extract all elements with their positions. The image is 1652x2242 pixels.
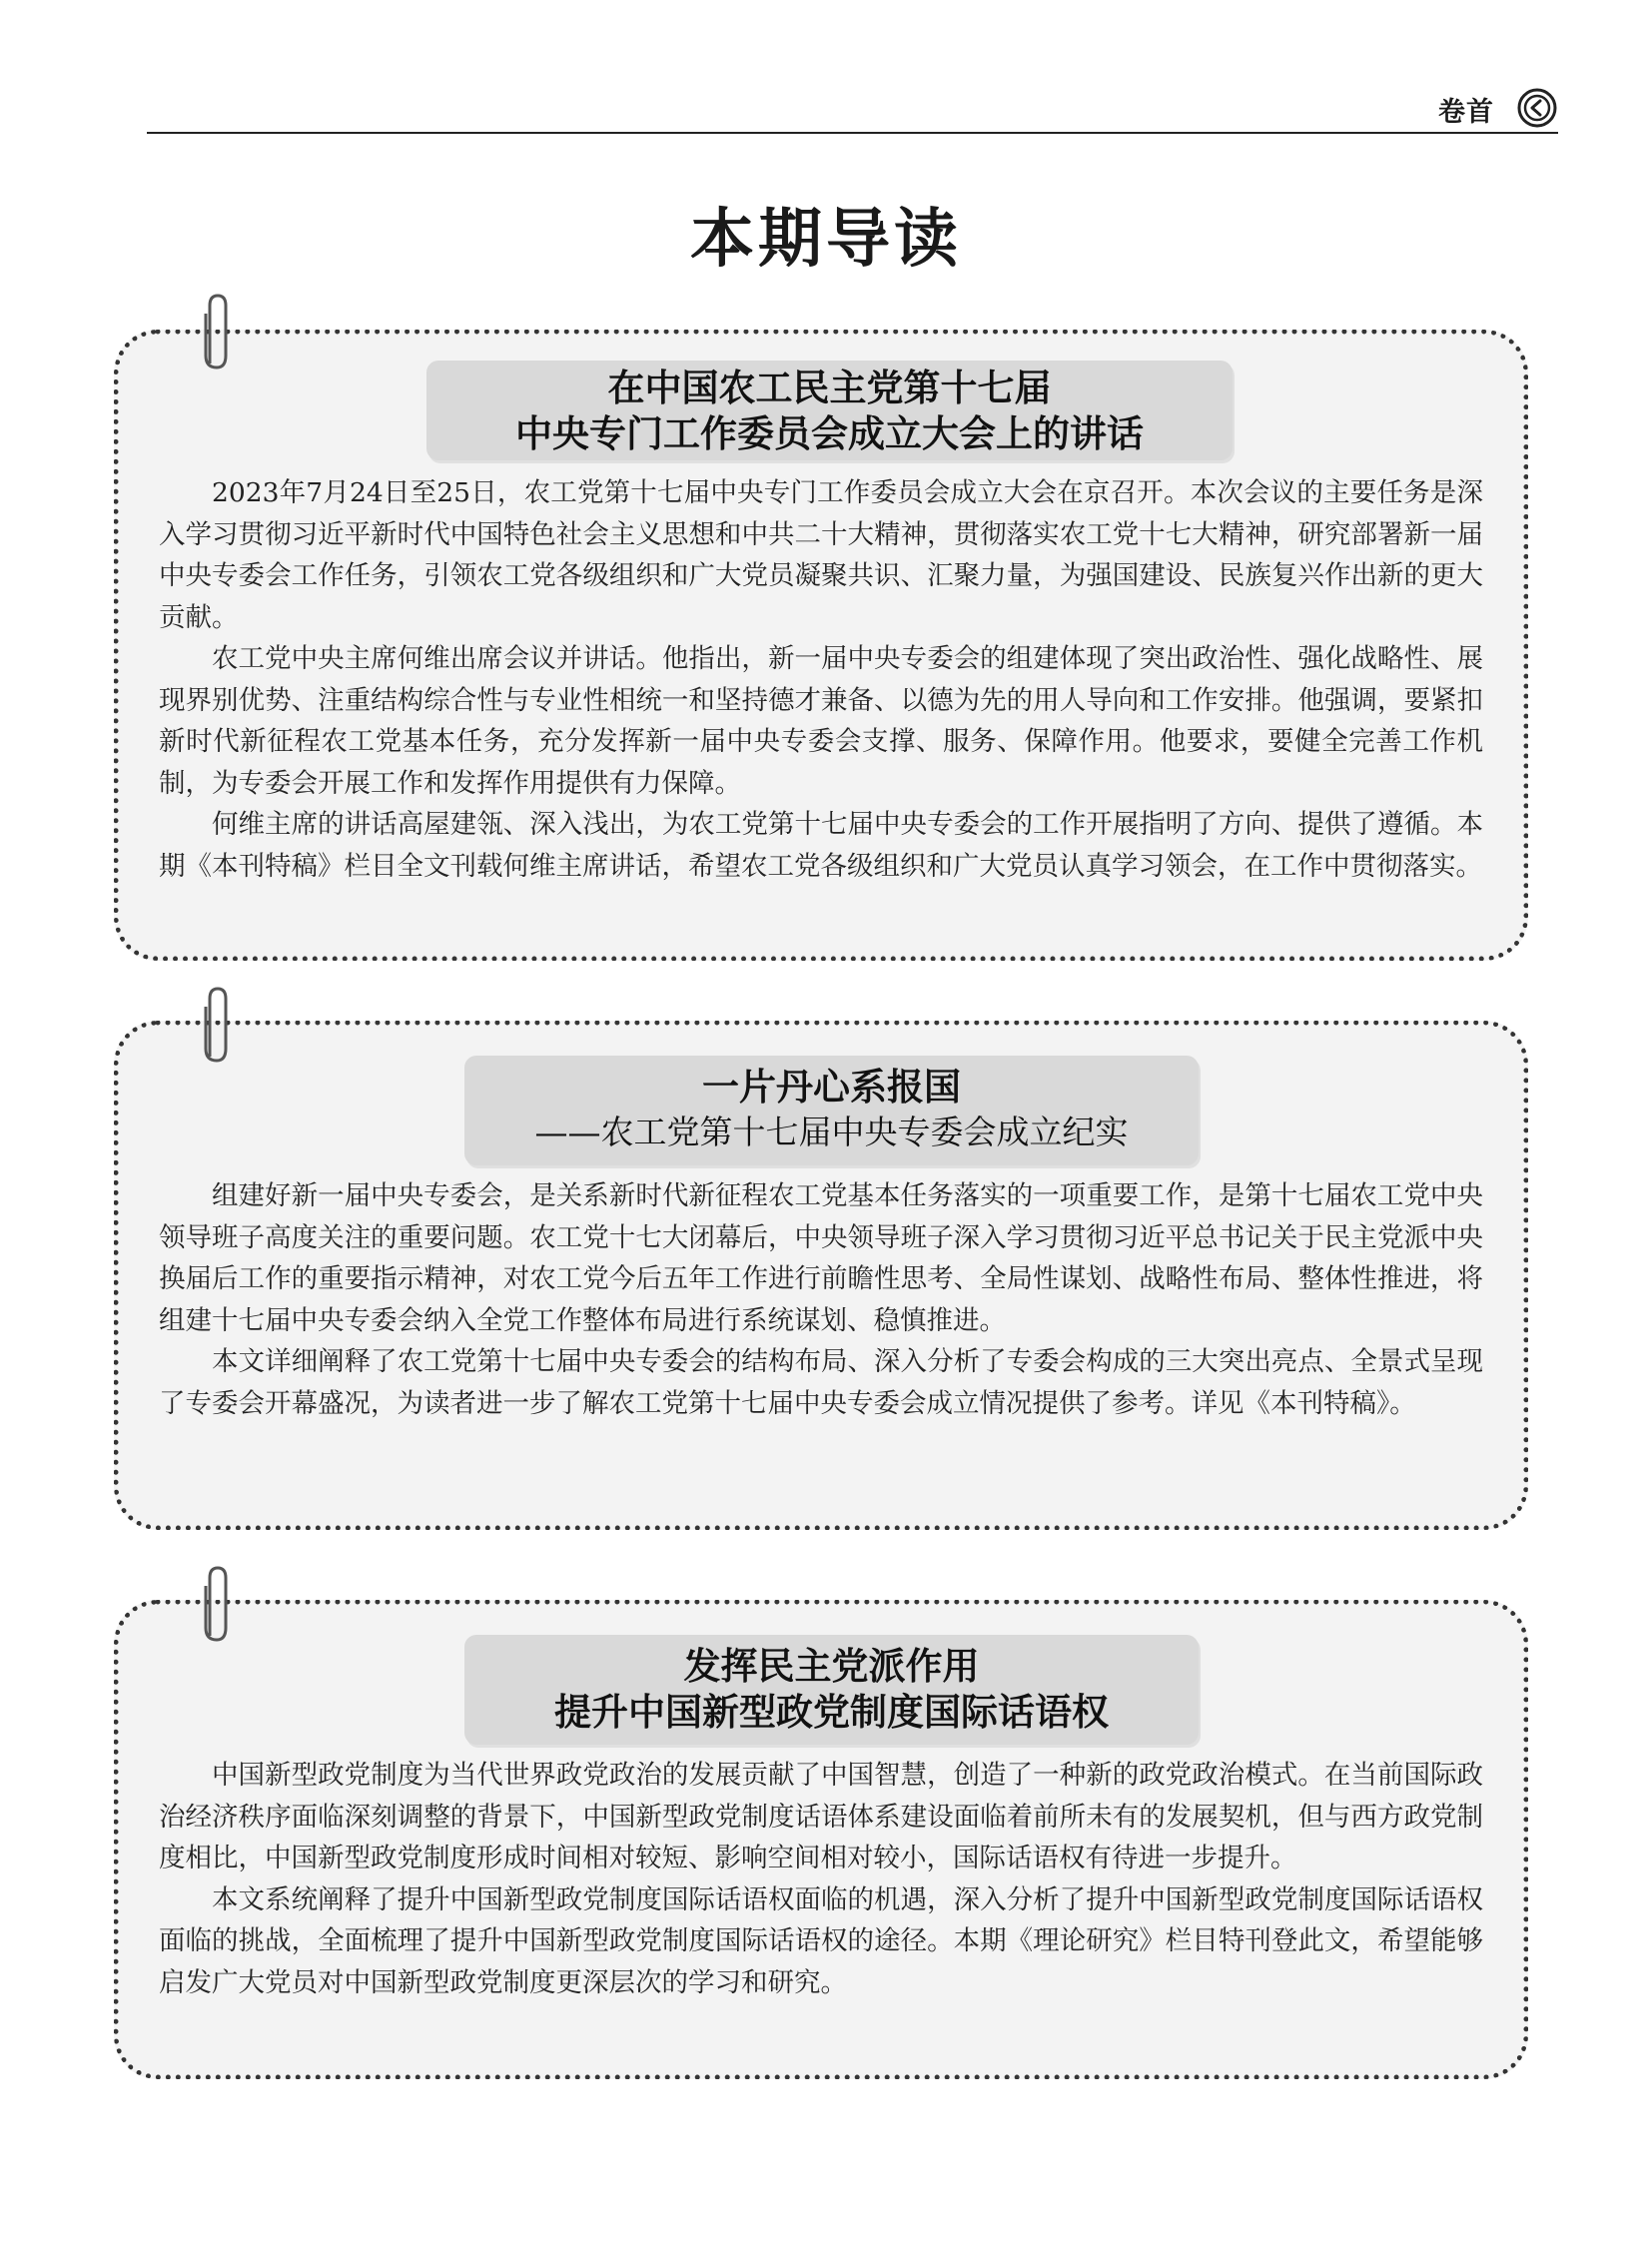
article-summary bbox=[159, 472, 1483, 887]
article-card-2 bbox=[114, 1021, 1528, 1530]
paperclip-icon bbox=[196, 290, 236, 374]
back-arrow-circle-icon bbox=[1516, 87, 1558, 129]
paperclip-icon bbox=[196, 983, 236, 1067]
article-title-line: 提升中国新型政党制度国际话语权 bbox=[554, 1690, 1109, 1734]
article-title-line: 中央专门工作委员会成立大会上的讲话 bbox=[515, 411, 1144, 455]
page-title: 本期导读 bbox=[690, 203, 962, 277]
summary-paragraph: 本文详细阐释了农工党第十七届中央专委会的结构布局、深入分析了专委会构成的三大突出亮点、全景式呈现了专委会开幕盛况，为读者进一步了解农工党第十七届中央专委会成立情况提供了参考。详见《本刊特稿》。 bbox=[159, 1346, 1483, 1419]
article-summary bbox=[159, 1755, 1483, 2003]
article-title-banner bbox=[464, 1635, 1199, 1745]
summary-paragraph: 2023年7月24日至25日，农工党第十七届中央专门工作委员会成立大会在京召开。本次会议的主要任务是深入学习贯彻习近平新时代中国特色社会主义思想和中共二十大精神，贯彻落实农工党十七大精神，研究部署新一届中央专委会工作任务，引领农工党各级组织和广大党员凝聚共识、汇聚力量，为强国建设、民族复兴作出新的更大贡献。 bbox=[159, 477, 1483, 633]
article-subtitle-line: ——农工党第十七届中央专委会成立纪实 bbox=[534, 1113, 1129, 1151]
summary-paragraph: 本文系统阐释了提升中国新型政党制度国际话语权面临的机遇，深入分析了提升中国新型政党制度国际话语权面临的挑战，全面梳理了提升中国新型政党制度国际话语权的途径。本期《理论研究》栏目特刊登此文，希望能够启发广大党员对中国新型政党制度更深层次的学习和研究。 bbox=[159, 1883, 1483, 1998]
article-title-line: 一片丹心系报国 bbox=[702, 1065, 961, 1109]
section-label: 卷首 bbox=[1438, 97, 1494, 128]
article-title-banner bbox=[464, 1056, 1199, 1165]
article-title-line: 发挥民主党派作用 bbox=[683, 1644, 980, 1688]
article-title-line: 在中国农工民主党第十七届 bbox=[607, 366, 1052, 409]
article-card-3 bbox=[114, 1600, 1528, 2079]
running-header bbox=[147, 84, 1558, 134]
summary-paragraph: 组建好新一届中央专委会，是关系新时代新征程农工党基本任务落实的一项重要工作，是第十七届农工党中央领导班子高度关注的重要问题。农工党十七大闭幕后，中央领导班子深入学习贯彻习近平总书记关于民主党派中央换届后工作的重要指示精神，对农工党今后五年工作进行前瞻性思考、全局性谋划、战略性布局、整体性推进，将组建十七届中央专委会纳入全党工作整体布局进行系统谋划、稳慎推进。 bbox=[159, 1180, 1483, 1336]
summary-paragraph: 中国新型政党制度为当代世界政党政治的发展贡献了中国智慧，创造了一种新的政党政治模式。在当前国际政治经济秩序面临深刻调整的背景下，中国新型政党制度话语体系建设面临着前所未有的发展契机，但与西方政党制度相比，中国新型政党制度形成时间相对较短、影响空间相对较小，国际话语权有待进一步提升。 bbox=[159, 1760, 1483, 1873]
summary-paragraph: 农工党中央主席何维出席会议并讲话。他指出，新一届中央专委会的组建体现了突出政治性、强化战略性、展现界别优势、注重结构综合性与专业性相统一和坚持德才兼备、以德为先的用人导向和工作安排。他强调，要紧扣新时代新征程农工党基本任务，充分发挥新一届中央专委会支撑、服务、保障作用。他要求，要健全完善工作机制，为专委会开展工作和发挥作用提供有力保障。 bbox=[159, 643, 1483, 799]
paperclip-icon bbox=[196, 1562, 236, 1646]
summary-paragraph: 何维主席的讲话高屋建瓴、深入浅出，为农工党第十七届中央专委会的工作开展指明了方向、提供了遵循。本期《本刊特稿》栏目全文刊载何维主席讲话，希望农工党各级组织和广大党员认真学习领会，在工作中贯彻落实。 bbox=[159, 809, 1483, 882]
article-title-banner bbox=[426, 361, 1233, 460]
article-card-1 bbox=[114, 330, 1528, 961]
article-summary bbox=[159, 1175, 1483, 1424]
